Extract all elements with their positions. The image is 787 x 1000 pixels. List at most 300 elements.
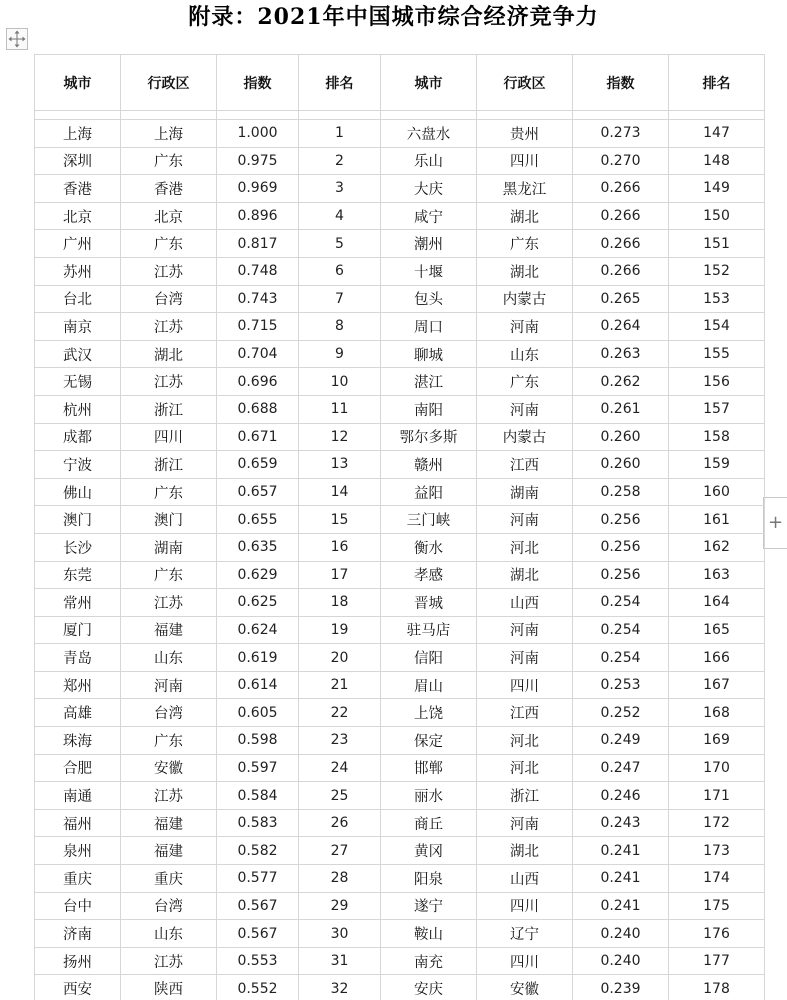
- cell-index: 0.256: [573, 506, 669, 534]
- table-row: [35, 175, 765, 203]
- cell-province: 山西: [477, 865, 573, 893]
- cell-index: 0.696: [217, 368, 299, 396]
- cell-city: 无锡: [35, 368, 121, 396]
- cell-city: 西安: [35, 975, 121, 1000]
- table-row: [35, 947, 765, 975]
- cell-rank: 167: [669, 671, 765, 699]
- cell-rank: 32: [299, 975, 381, 1000]
- cell-province: 河北: [477, 727, 573, 755]
- cell-rank: 17: [299, 561, 381, 589]
- cell-province: 湖南: [477, 478, 573, 506]
- cell-province: 台湾: [121, 892, 217, 920]
- cell-province: 江西: [477, 699, 573, 727]
- cell-city: 南充: [381, 947, 477, 975]
- cell-index: 0.241: [573, 865, 669, 893]
- cell-city: 邯郸: [381, 754, 477, 782]
- cell-rank: 173: [669, 837, 765, 865]
- cell-province: 河南: [477, 506, 573, 534]
- cell-city: 上饶: [381, 699, 477, 727]
- cell-city: 黄冈: [381, 837, 477, 865]
- cell-rank: 178: [669, 975, 765, 1000]
- cell-index: 0.256: [573, 561, 669, 589]
- cell-city: 六盘水: [381, 120, 477, 148]
- cell-province: 广东: [477, 368, 573, 396]
- cell-rank: 10: [299, 368, 381, 396]
- cell-city: 信阳: [381, 644, 477, 672]
- cell-province: 山东: [121, 644, 217, 672]
- cell-province: 浙江: [121, 451, 217, 479]
- cell-rank: 174: [669, 865, 765, 893]
- cell-province: 河南: [477, 809, 573, 837]
- cell-province: 四川: [477, 671, 573, 699]
- cell-rank: 155: [669, 340, 765, 368]
- cell-city: 合肥: [35, 754, 121, 782]
- cell-province: 山西: [477, 589, 573, 617]
- table-row: [35, 340, 765, 368]
- cell-province: 陕西: [121, 975, 217, 1000]
- cell-index: 0.249: [573, 727, 669, 755]
- cell-city: 南京: [35, 313, 121, 341]
- cell-city: 三门峡: [381, 506, 477, 534]
- cell-province: 江苏: [121, 257, 217, 285]
- cell-city: 宁波: [35, 451, 121, 479]
- cell-index: 0.657: [217, 478, 299, 506]
- cell-index: 0.625: [217, 589, 299, 617]
- cell-rank: 162: [669, 533, 765, 561]
- cell-index: 0.552: [217, 975, 299, 1000]
- cell-city: 广州: [35, 230, 121, 258]
- cell-city: 高雄: [35, 699, 121, 727]
- cell-rank: 160: [669, 478, 765, 506]
- cell-index: 1.000: [217, 120, 299, 148]
- cell-index: 0.715: [217, 313, 299, 341]
- cell-index: 0.254: [573, 644, 669, 672]
- cell-index: 0.252: [573, 699, 669, 727]
- cell-rank: 27: [299, 837, 381, 865]
- table-row: [35, 865, 765, 893]
- table-row: [35, 451, 765, 479]
- cell-index: 0.743: [217, 285, 299, 313]
- cell-city: 鞍山: [381, 920, 477, 948]
- cell-rank: 21: [299, 671, 381, 699]
- cell-rank: 26: [299, 809, 381, 837]
- cell-index: 0.258: [573, 478, 669, 506]
- cell-rank: 5: [299, 230, 381, 258]
- cell-province: 广东: [121, 561, 217, 589]
- cell-rank: 156: [669, 368, 765, 396]
- cell-city: 驻马店: [381, 616, 477, 644]
- cell-province: 江苏: [121, 368, 217, 396]
- cell-index: 0.969: [217, 175, 299, 203]
- cell-index: 0.260: [573, 423, 669, 451]
- cell-city: 厦门: [35, 616, 121, 644]
- cell-index: 0.240: [573, 920, 669, 948]
- cell-rank: 158: [669, 423, 765, 451]
- cell-rank: 4: [299, 202, 381, 230]
- cell-rank: 22: [299, 699, 381, 727]
- cell-rank: 176: [669, 920, 765, 948]
- table-row: [35, 423, 765, 451]
- cell-city: 丽水: [381, 782, 477, 810]
- cell-city: 苏州: [35, 257, 121, 285]
- cell-city: 泉州: [35, 837, 121, 865]
- cell-index: 0.583: [217, 809, 299, 837]
- cell-city: 保定: [381, 727, 477, 755]
- table-row: [35, 644, 765, 672]
- table-row: [35, 478, 765, 506]
- cell-city: 咸宁: [381, 202, 477, 230]
- cell-city: 佛山: [35, 478, 121, 506]
- cell-province: 内蒙古: [477, 285, 573, 313]
- cell-index: 0.748: [217, 257, 299, 285]
- cell-rank: 171: [669, 782, 765, 810]
- table-header-row: [35, 55, 765, 111]
- header-rank-2: 排名: [669, 55, 765, 111]
- cell-city: 成都: [35, 423, 121, 451]
- cell-index: 0.567: [217, 920, 299, 948]
- cell-province: 浙江: [477, 782, 573, 810]
- table-spacer-row: [35, 111, 765, 120]
- cell-index: 0.582: [217, 837, 299, 865]
- cell-rank: 31: [299, 947, 381, 975]
- cell-city: 深圳: [35, 147, 121, 175]
- cell-city: 安庆: [381, 975, 477, 1000]
- cell-rank: 169: [669, 727, 765, 755]
- cell-index: 0.635: [217, 533, 299, 561]
- cell-province: 广东: [121, 147, 217, 175]
- cell-province: 河南: [477, 616, 573, 644]
- cell-province: 台湾: [121, 699, 217, 727]
- cell-rank: 161: [669, 506, 765, 534]
- table-row: [35, 120, 765, 148]
- cell-rank: 152: [669, 257, 765, 285]
- cell-city: 大庆: [381, 175, 477, 203]
- cell-city: 聊城: [381, 340, 477, 368]
- cell-index: 0.629: [217, 561, 299, 589]
- cell-rank: 154: [669, 313, 765, 341]
- cell-city: 赣州: [381, 451, 477, 479]
- cell-province: 四川: [121, 423, 217, 451]
- table-row: [35, 920, 765, 948]
- table-row: [35, 230, 765, 258]
- cell-city: 衡水: [381, 533, 477, 561]
- cell-index: 0.241: [573, 892, 669, 920]
- cell-rank: 164: [669, 589, 765, 617]
- cell-index: 0.270: [573, 147, 669, 175]
- cell-index: 0.619: [217, 644, 299, 672]
- table-row: [35, 837, 765, 865]
- cell-rank: 15: [299, 506, 381, 534]
- cell-index: 0.896: [217, 202, 299, 230]
- cell-index: 0.614: [217, 671, 299, 699]
- cell-province: 广东: [121, 478, 217, 506]
- cell-city: 鄂尔多斯: [381, 423, 477, 451]
- cell-index: 0.243: [573, 809, 669, 837]
- cell-province: 山东: [477, 340, 573, 368]
- cell-index: 0.261: [573, 395, 669, 423]
- cell-city: 扬州: [35, 947, 121, 975]
- page-title: 附录：2021年中国城市综合经济竞争力: [188, 4, 599, 30]
- cell-index: 0.598: [217, 727, 299, 755]
- cell-city: 益阳: [381, 478, 477, 506]
- cell-city: 潮州: [381, 230, 477, 258]
- cell-province: 澳门: [121, 506, 217, 534]
- cell-province: 福建: [121, 837, 217, 865]
- cell-rank: 30: [299, 920, 381, 948]
- cell-province: 浙江: [121, 395, 217, 423]
- ranking-table: [34, 54, 765, 1000]
- cell-city: 青岛: [35, 644, 121, 672]
- table-row: [35, 313, 765, 341]
- cell-province: 江西: [477, 451, 573, 479]
- cell-province: 河北: [477, 754, 573, 782]
- cell-rank: 2: [299, 147, 381, 175]
- table-row: [35, 395, 765, 423]
- cell-city: 香港: [35, 175, 121, 203]
- table-row: [35, 975, 765, 1000]
- cell-index: 0.266: [573, 257, 669, 285]
- header-index: 指数: [217, 55, 299, 111]
- cell-province: 四川: [477, 947, 573, 975]
- cell-index: 0.671: [217, 423, 299, 451]
- cell-province: 河南: [477, 313, 573, 341]
- cell-province: 黑龙江: [477, 175, 573, 203]
- cell-province: 广东: [477, 230, 573, 258]
- cell-index: 0.584: [217, 782, 299, 810]
- cell-city: 北京: [35, 202, 121, 230]
- cell-rank: 24: [299, 754, 381, 782]
- table-row: [35, 782, 765, 810]
- cell-index: 0.262: [573, 368, 669, 396]
- table-row: [35, 202, 765, 230]
- cell-city: 杭州: [35, 395, 121, 423]
- cell-index: 0.254: [573, 616, 669, 644]
- cell-province: 河南: [121, 671, 217, 699]
- cell-index: 0.266: [573, 202, 669, 230]
- cell-rank: 28: [299, 865, 381, 893]
- cell-rank: 151: [669, 230, 765, 258]
- cell-rank: 16: [299, 533, 381, 561]
- cell-province: 广东: [121, 230, 217, 258]
- table-row: [35, 754, 765, 782]
- cell-province: 福建: [121, 616, 217, 644]
- cell-rank: 12: [299, 423, 381, 451]
- cell-index: 0.704: [217, 340, 299, 368]
- cell-rank: 23: [299, 727, 381, 755]
- cell-rank: 175: [669, 892, 765, 920]
- cell-city: 乐山: [381, 147, 477, 175]
- cell-city: 阳泉: [381, 865, 477, 893]
- cell-rank: 168: [669, 699, 765, 727]
- cell-province: 四川: [477, 147, 573, 175]
- cell-index: 0.577: [217, 865, 299, 893]
- table-body: [35, 111, 765, 1000]
- cell-city: 济南: [35, 920, 121, 948]
- cell-city: 包头: [381, 285, 477, 313]
- cell-rank: 11: [299, 395, 381, 423]
- cell-province: 台湾: [121, 285, 217, 313]
- cell-province: 河南: [477, 644, 573, 672]
- cell-rank: 1: [299, 120, 381, 148]
- cell-city: 常州: [35, 589, 121, 617]
- cell-province: 江苏: [121, 782, 217, 810]
- cell-rank: 18: [299, 589, 381, 617]
- cell-rank: 157: [669, 395, 765, 423]
- cell-city: 珠海: [35, 727, 121, 755]
- cell-province: 香港: [121, 175, 217, 203]
- cell-city: 商丘: [381, 809, 477, 837]
- cell-index: 0.240: [573, 947, 669, 975]
- cell-index: 0.817: [217, 230, 299, 258]
- cell-city: 南通: [35, 782, 121, 810]
- cell-index: 0.567: [217, 892, 299, 920]
- cell-province: 广东: [121, 727, 217, 755]
- table-row: [35, 671, 765, 699]
- header-index-2: 指数: [573, 55, 669, 111]
- cell-rank: 14: [299, 478, 381, 506]
- cell-rank: 149: [669, 175, 765, 203]
- cell-index: 0.260: [573, 451, 669, 479]
- cell-index: 0.597: [217, 754, 299, 782]
- cell-province: 江苏: [121, 313, 217, 341]
- cell-province: 贵州: [477, 120, 573, 148]
- cell-index: 0.254: [573, 589, 669, 617]
- cell-index: 0.241: [573, 837, 669, 865]
- cell-rank: 9: [299, 340, 381, 368]
- cell-city: 南阳: [381, 395, 477, 423]
- table-row: [35, 368, 765, 396]
- cell-index: 0.655: [217, 506, 299, 534]
- cell-rank: 177: [669, 947, 765, 975]
- cell-index: 0.553: [217, 947, 299, 975]
- cell-province: 河北: [477, 533, 573, 561]
- table-row: [35, 257, 765, 285]
- cell-city: 台中: [35, 892, 121, 920]
- cell-rank: 148: [669, 147, 765, 175]
- cell-city: 武汉: [35, 340, 121, 368]
- cell-index: 0.265: [573, 285, 669, 313]
- cell-city: 重庆: [35, 865, 121, 893]
- cell-province: 安徽: [477, 975, 573, 1000]
- cell-province: 江苏: [121, 589, 217, 617]
- cell-rank: 147: [669, 120, 765, 148]
- cell-province: 山东: [121, 920, 217, 948]
- cell-rank: 3: [299, 175, 381, 203]
- move-arrows-icon[interactable]: [6, 28, 28, 50]
- table-row: [35, 699, 765, 727]
- cell-index: 0.273: [573, 120, 669, 148]
- cell-city: 眉山: [381, 671, 477, 699]
- plus-icon: +: [767, 512, 784, 533]
- table-row: [35, 147, 765, 175]
- cell-index: 0.266: [573, 175, 669, 203]
- table-row: [35, 616, 765, 644]
- cell-index: 0.975: [217, 147, 299, 175]
- cell-index: 0.246: [573, 782, 669, 810]
- cell-city: 孝感: [381, 561, 477, 589]
- cell-index: 0.263: [573, 340, 669, 368]
- cell-index: 0.659: [217, 451, 299, 479]
- cell-rank: 8: [299, 313, 381, 341]
- cell-city: 东莞: [35, 561, 121, 589]
- cell-city: 湛江: [381, 368, 477, 396]
- table-row: [35, 589, 765, 617]
- cell-rank: 153: [669, 285, 765, 313]
- cell-province: 安徽: [121, 754, 217, 782]
- table-row: [35, 533, 765, 561]
- cell-province: 湖南: [121, 533, 217, 561]
- cell-rank: 20: [299, 644, 381, 672]
- cell-rank: 19: [299, 616, 381, 644]
- table-row: [35, 285, 765, 313]
- cell-province: 重庆: [121, 865, 217, 893]
- cell-index: 0.605: [217, 699, 299, 727]
- cell-rank: 166: [669, 644, 765, 672]
- cell-rank: 7: [299, 285, 381, 313]
- cell-rank: 163: [669, 561, 765, 589]
- cell-province: 辽宁: [477, 920, 573, 948]
- cell-index: 0.264: [573, 313, 669, 341]
- cell-province: 北京: [121, 202, 217, 230]
- cell-rank: 159: [669, 451, 765, 479]
- header-city: 城市: [35, 55, 121, 111]
- cell-province: 湖北: [121, 340, 217, 368]
- cell-city: 遂宁: [381, 892, 477, 920]
- table-row: [35, 727, 765, 755]
- header-province-2: 行政区: [477, 55, 573, 111]
- cell-city: 长沙: [35, 533, 121, 561]
- cell-index: 0.253: [573, 671, 669, 699]
- cell-city: 周口: [381, 313, 477, 341]
- add-row-button[interactable]: [763, 497, 787, 549]
- cell-rank: 25: [299, 782, 381, 810]
- cell-rank: 13: [299, 451, 381, 479]
- cell-city: 晋城: [381, 589, 477, 617]
- cell-city: 台北: [35, 285, 121, 313]
- cell-province: 江苏: [121, 947, 217, 975]
- cell-index: 0.688: [217, 395, 299, 423]
- cell-province: 湖北: [477, 202, 573, 230]
- cell-rank: 6: [299, 257, 381, 285]
- cell-province: 内蒙古: [477, 423, 573, 451]
- cell-index: 0.239: [573, 975, 669, 1000]
- table-row: [35, 892, 765, 920]
- header-city-2: 城市: [381, 55, 477, 111]
- cell-city: 福州: [35, 809, 121, 837]
- cell-index: 0.624: [217, 616, 299, 644]
- cell-rank: 165: [669, 616, 765, 644]
- table-row: [35, 809, 765, 837]
- cell-province: 湖北: [477, 561, 573, 589]
- header-rank: 排名: [299, 55, 381, 111]
- cell-province: 四川: [477, 892, 573, 920]
- cell-city: 郑州: [35, 671, 121, 699]
- cell-rank: 29: [299, 892, 381, 920]
- table-row: [35, 561, 765, 589]
- cell-province: 湖北: [477, 837, 573, 865]
- cell-province: 福建: [121, 809, 217, 837]
- cell-province: 湖北: [477, 257, 573, 285]
- cell-city: 上海: [35, 120, 121, 148]
- cell-city: 澳门: [35, 506, 121, 534]
- cell-province: 上海: [121, 120, 217, 148]
- cell-index: 0.256: [573, 533, 669, 561]
- cell-rank: 150: [669, 202, 765, 230]
- cell-rank: 172: [669, 809, 765, 837]
- cell-city: 十堰: [381, 257, 477, 285]
- table-row: [35, 506, 765, 534]
- cell-province: 河南: [477, 395, 573, 423]
